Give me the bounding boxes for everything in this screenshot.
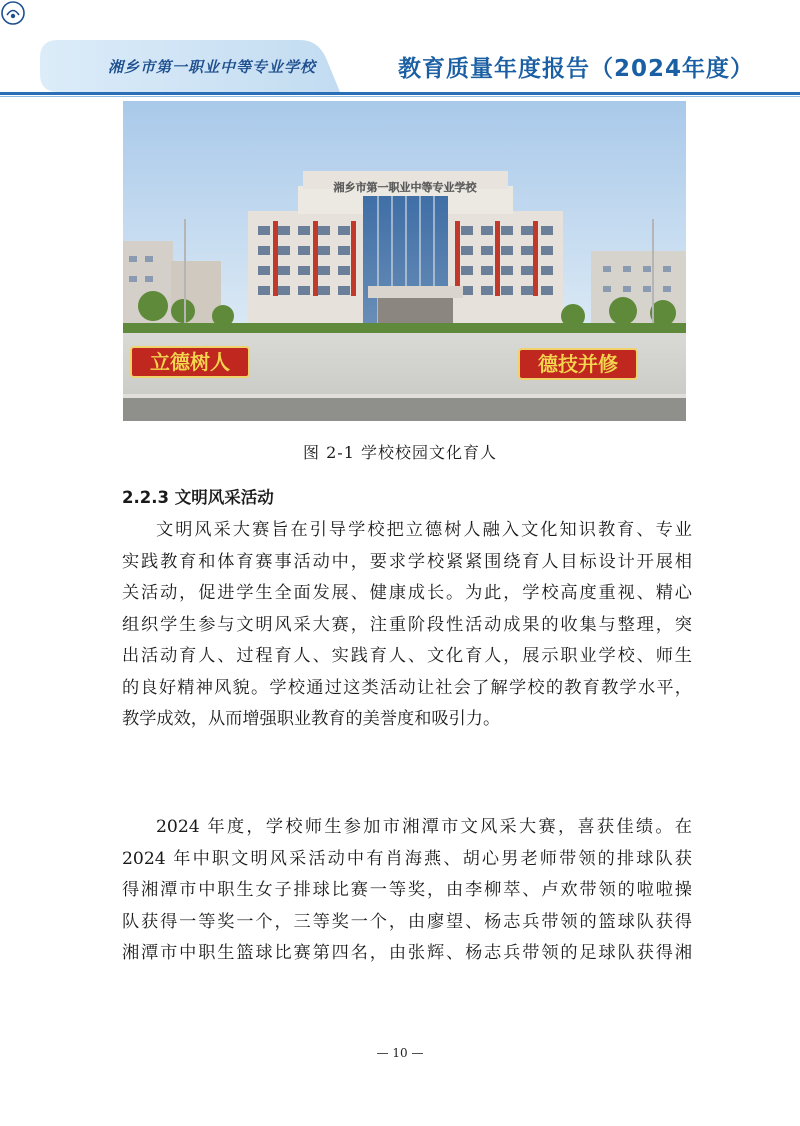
paragraph-2 bbox=[122, 812, 692, 970]
paragraph-line: 出活动育人、过程育人、实践育人、文化育人，展示职业学校、师生 bbox=[122, 646, 692, 666]
paragraph-line: 教学成效，从而增强职业教育的美誉度和吸引力。 bbox=[122, 709, 501, 729]
paragraph-line: 关活动，促进学生全面发展、健康成长。为此，学校高度重视、精心 bbox=[122, 583, 692, 603]
paragraph-line: 2024 年中职文明风采活动中有肖海燕、胡心男老师带领的排球队获 bbox=[122, 848, 692, 869]
section-heading: 2.2.3 文明风采活动 bbox=[122, 488, 274, 507]
left-slogan: 立德树人 bbox=[150, 350, 230, 374]
paragraph-line: 的良好精神风貌。学校通过这类活动让社会了解学校的教育教学水平， bbox=[122, 677, 692, 698]
paragraph-line: 队获得一等奖一个，三等奖一个，由廖望、杨志兵带领的篮球队获得 bbox=[122, 911, 692, 932]
page-header bbox=[0, 0, 800, 100]
paragraph-line: 文明风采大赛旨在引导学校把立德树人融入文化知识教育、专业 bbox=[156, 520, 692, 540]
figure-caption: 图 2-1 学校校园文化育人 bbox=[303, 443, 497, 462]
page-number: — 10 — bbox=[376, 1046, 424, 1060]
campus-photo bbox=[123, 101, 686, 421]
right-slogan: 德技并修 bbox=[538, 352, 618, 376]
report-title: 教育质量年度报告（2024年度） bbox=[397, 56, 754, 82]
paragraph-line: 实践教育和体育赛事活动中，要求学校紧紧围绕育人目标设计开展相 bbox=[122, 551, 692, 572]
paragraph-line: 组织学生参与文明风采大赛，注重阶段性活动成果的收集与整理，突 bbox=[122, 614, 692, 635]
school-name: 湘乡市第一职业中等专业学校 bbox=[108, 58, 317, 76]
paragraph-line: 湘潭市中职生篮球比赛第四名，由张辉、杨志兵带领的足球队获得湘 bbox=[122, 943, 692, 963]
paragraph-1 bbox=[122, 515, 692, 736]
paragraph-line: 2024 年度，学校师生参加市湘潭市文风采大赛，喜获佳绩。在 bbox=[156, 817, 692, 837]
rooftop-sign: 湘乡市第一职业中等专业学校 bbox=[333, 181, 477, 194]
paragraph-line: 得湘潭市中职生女子排球比赛一等奖，由李柳萃、卢欢带领的啦啦操 bbox=[122, 880, 692, 900]
school-logo-icon bbox=[0, 0, 26, 26]
